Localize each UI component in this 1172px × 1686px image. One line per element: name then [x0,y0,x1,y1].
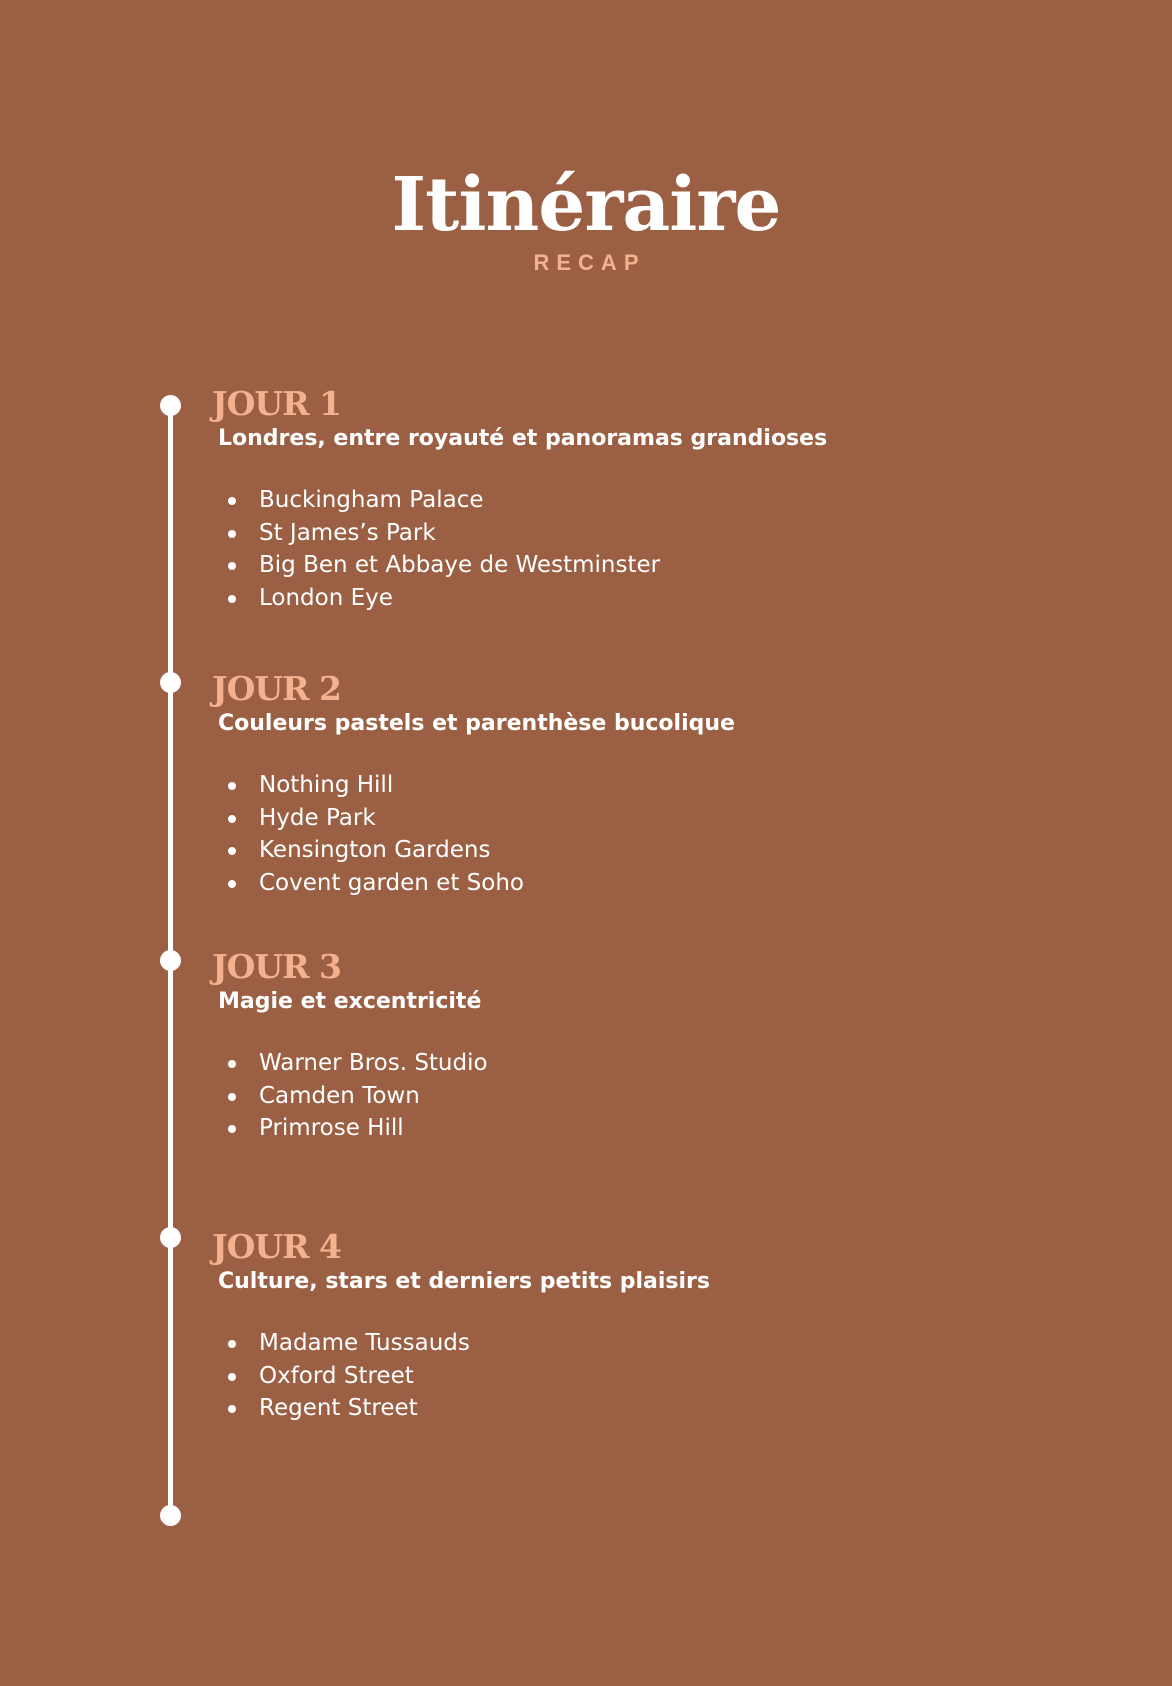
day-section-3 [212,947,1112,1145]
activity-list [212,1327,1112,1425]
timeline-dot-end [160,1505,181,1526]
activity-list [212,1047,1112,1145]
day-title: JOUR 2 [212,669,342,708]
list-item: London Eye [212,582,1112,615]
day-title: JOUR 3 [212,947,342,986]
list-item: Camden Town [212,1080,1112,1113]
list-item: Kensington Gardens [212,834,1112,867]
list-item: Warner Bros. Studio [212,1047,1112,1080]
day-subtitle: Magie et excentricité [218,989,482,1014]
day-subtitle: Londres, entre royauté et panoramas grandioses [218,426,828,451]
list-item: Covent garden et Soho [212,867,1112,900]
page-subtitle: RECAP [533,250,646,275]
day-subtitle: Culture, stars et derniers petits plaisirs [218,1269,710,1294]
day-title: JOUR 1 [212,384,342,423]
day-section-2 [212,669,1112,899]
day-subtitle: Couleurs pastels et parenthèse bucolique [218,711,735,736]
list-item: Primrose Hill [212,1112,1112,1145]
timeline-dot-day-4 [160,1227,181,1248]
day-section-4 [212,1227,1112,1425]
day-title: JOUR 4 [212,1227,342,1266]
list-item: Hyde Park [212,802,1112,835]
timeline-dot-day-1 [160,395,181,416]
list-item: Madame Tussauds [212,1327,1112,1360]
page-title: Itinéraire [391,162,781,248]
list-item: Buckingham Palace [212,484,1112,517]
list-item: Nothing Hill [212,769,1112,802]
timeline-dot-day-3 [160,950,181,971]
list-item: St James’s Park [212,517,1112,550]
list-item: Big Ben et Abbaye de Westminster [212,549,1112,582]
list-item: Regent Street [212,1392,1112,1425]
day-section-1 [212,384,1112,614]
activity-list [212,484,1112,614]
list-item: Oxford Street [212,1360,1112,1393]
activity-list [212,769,1112,899]
timeline-dot-day-2 [160,672,181,693]
